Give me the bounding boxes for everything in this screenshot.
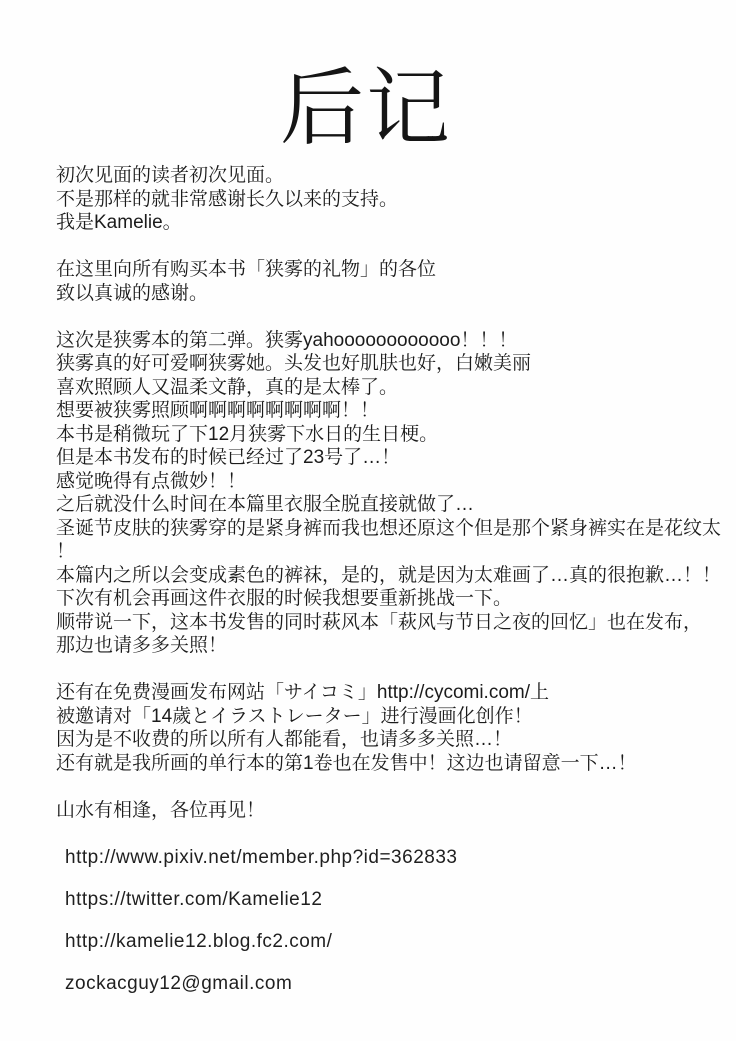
text-line: 山水有相逢，各位再见！ (56, 799, 266, 821)
text-line: 本篇内之所以会变成素色的裤袜，是的，就是因为太难画了…真的很抱歉…！！ (56, 564, 722, 586)
twitter-url: https://twitter.com/Kamelie12 (65, 888, 323, 910)
text-line: 被邀请对「14歲とイラストレーター」进行漫画化创作！ (56, 705, 533, 727)
text-line: 初次见面的读者初次见面。 (56, 165, 285, 186)
text-line: 之后就没什么时间在本篇里衣服全脱直接就做了… (56, 494, 475, 515)
text-line: 圣诞节皮肤的狭雾穿的是紧身裤而我也想还原这个但是那个紧身裤实在是花纹太 (56, 517, 722, 539)
text-line: 致以真诚的感谢。 (56, 282, 209, 304)
paragraph (56, 258, 732, 305)
text-line: 这次是狭雾本的第二弹。狭雾yahoooooooooooo！！！ (56, 329, 518, 351)
text-line: 因为是不收费的所以所有人都能看，也请多多关照…！ (56, 729, 513, 750)
paragraph (56, 799, 732, 823)
text-line: 感觉晚得有点微妙！！ (56, 470, 247, 492)
email-address: zockacguy12@gmail.com (65, 972, 293, 994)
text-line: 那边也请多多关照！ (56, 635, 228, 656)
pixiv-url: http://www.pixiv.net/member.php?id=362833 (65, 846, 458, 868)
paragraphs (56, 164, 732, 822)
text-line: 下次有机会再画这件衣服的时候我想要重新挑战一下。 (56, 588, 513, 609)
text-line: 喜欢照顾人又温柔文静，真的是太棒了。 (56, 376, 399, 398)
page-title: 后记 (279, 61, 452, 155)
text-line: 还有就是我所画的单行本的第1卷也在发售中！这边也请留意一下…！ (56, 752, 637, 774)
blog-url: http://kamelie12.blog.fc2.com/ (65, 930, 333, 952)
afterword-body (56, 164, 732, 995)
text-line: 在这里向所有购买本书「狭雾的礼物」的各位 (56, 259, 437, 280)
links-section (56, 846, 732, 996)
text-line: 但是本书发布的时候已经过了23号了…！ (56, 447, 401, 468)
paragraph (56, 681, 732, 775)
text-line: 想要被狭雾照顾啊啊啊啊啊啊啊啊！！ (56, 400, 380, 421)
text-line: 狭雾真的好可爱啊狭雾她。头发也好肌肤也好，白嫩美丽 (56, 353, 532, 374)
text-line: 不是那样的就非常感谢长久以来的支持。 (56, 188, 399, 210)
text-line: 顺带说一下，这本书发售的同时萩风本「萩风与节日之夜的回忆」也在发布， (56, 611, 703, 633)
text-line: ！ (56, 541, 76, 562)
text-line: 本书是稍微玩了下12月狭雾下水日的生日梗。 (56, 423, 439, 445)
paragraph (56, 329, 732, 658)
text-line: 我是Kamelie。 (56, 212, 182, 233)
text-line: 还有在免费漫画发布网站「サイコミ」http://cycomi.com/上 (56, 682, 550, 703)
paragraph (56, 164, 732, 235)
